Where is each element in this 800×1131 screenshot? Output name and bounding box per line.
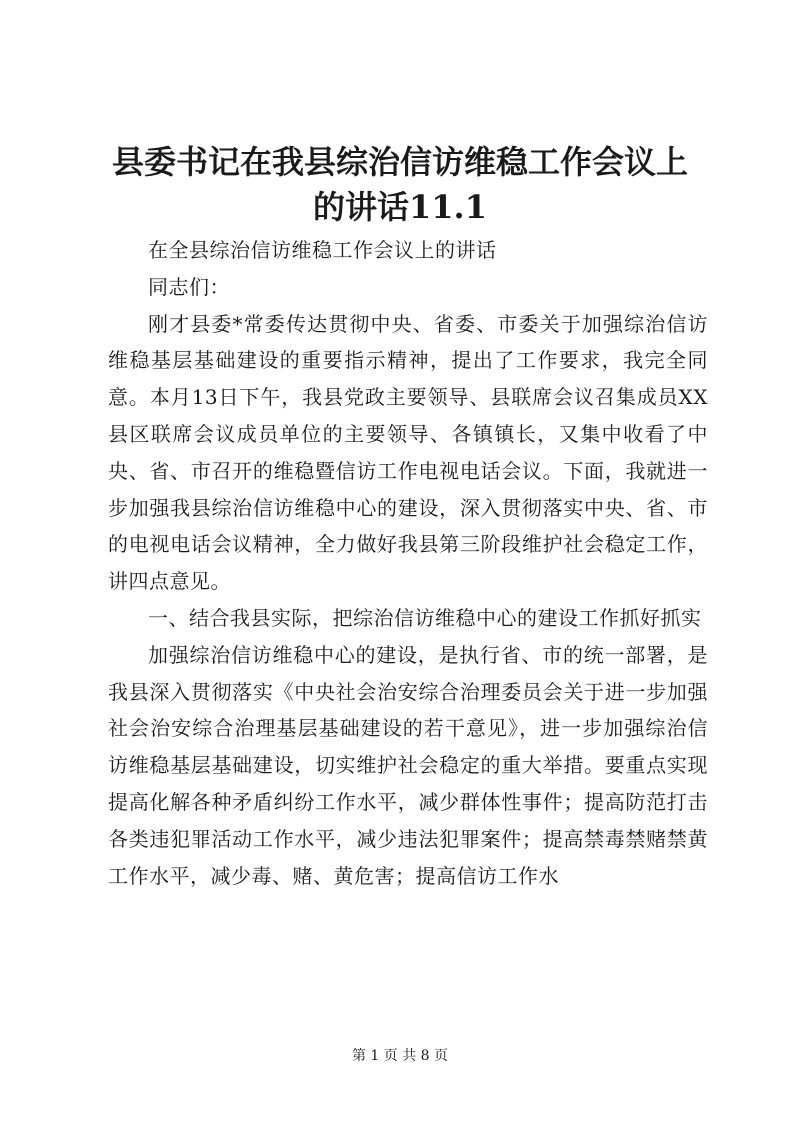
page-footer: 第 1 页 共 8 页 [351,1048,449,1064]
paragraph-intro: 刚才县委*常委传达贯彻中央、省委、市委关于加强综治信访维稳基层基础建设的重要指示精神，提出了工作要求，我完全同意。本月13日下午，我县党政主要领导、县联席会议召集成员XX县区联席会议成员单位的主要领导、各镇镇长，又集中收看了中央、省、市召开的维稳暨信访工作电视电话会议。下面，我就进一步加强我县综治信访维稳中心的建设，深入贯彻落实中央、省、市的电视电话会议精神，全力做好我县第三阶段维护社会稳定工作，讲四点意见。 [108,311,708,594]
paragraph-section-heading: 一、结合我县实际，把综治信访维稳中心的建设工作抓好抓实 [148,605,702,630]
document-title: 县委书记在我县综治信访维稳工作会议上的讲话11.1 [111,143,688,226]
paragraph-subtitle: 在全县综治信访维稳工作会议上的讲话 [148,238,497,262]
paragraph-salutation: 同志们： [148,274,230,299]
paragraph-section-body: 加强综治信访维稳中心的建设，是执行省、市的统一部署，是我县深入贯彻落实《中央社会治安综合治理委员会关于进一步加强社会治安综合治理基层基础建设的若干意见》，进一步加强综治信访维稳基层基础建设，切实维护社会稳定的重大举措。要重点实现提高化解各种矛盾纠纷工作水平，减少群体性事件；提高防范打击各类违犯罪活动工作水平，减少违法犯罪案件；提高禁毒禁赌禁黄工作水平，减少毒、赌、黄危害；提高信访工作水 [108,642,708,888]
document-body [108,232,708,894]
